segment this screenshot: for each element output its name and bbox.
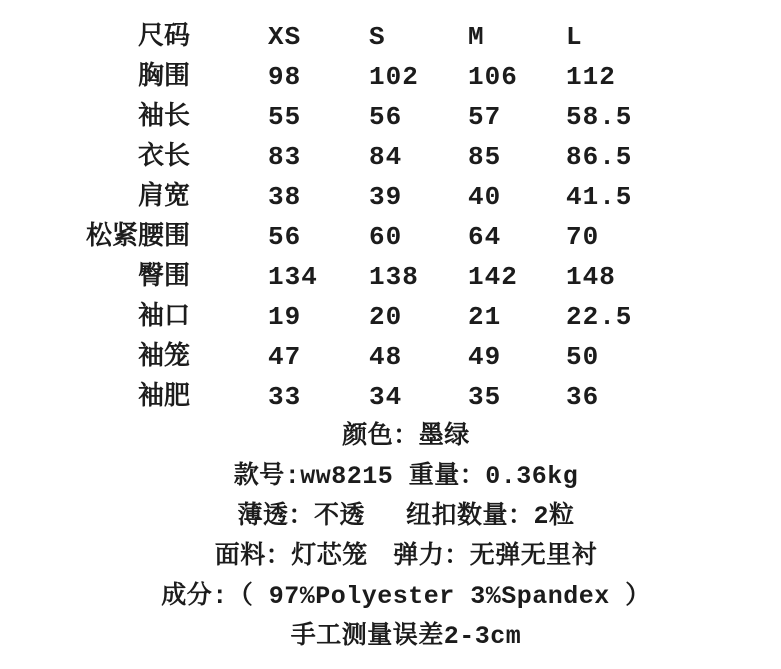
measurement-value: 41.5 <box>566 182 633 212</box>
opacity-buttons-line: 薄透：不透 纽扣数量：2粒 <box>237 502 575 531</box>
measurement-label: 胸围 <box>137 62 190 92</box>
composition-line: 成分:（ 97%Polyester 3%Spandex ） <box>161 582 651 611</box>
measurement-value: 85 <box>468 142 502 172</box>
size-col-header-l: L <box>566 22 583 52</box>
measurement-value: 40 <box>468 182 502 212</box>
measurement-label: 松紧腰围 <box>85 222 190 252</box>
measurement-label: 衣长 <box>137 142 190 172</box>
size-col-header-m: M <box>468 22 485 52</box>
measurement-label: 袖肥 <box>137 382 190 412</box>
measurement-value: 86.5 <box>566 142 633 172</box>
measurement-value: 142 <box>468 262 518 292</box>
measurement-label: 袖长 <box>137 102 190 132</box>
size-table-row-garment-length <box>0 137 781 177</box>
measurement-label: 臀围 <box>137 262 190 292</box>
measurement-value: 134 <box>268 262 318 292</box>
size-table-header-row <box>0 17 781 57</box>
measurement-value: 39 <box>369 182 403 212</box>
measurement-value: 33 <box>268 382 302 412</box>
size-col-header-s: S <box>369 22 386 52</box>
measurement-value: 58.5 <box>566 102 633 132</box>
measurement-value: 22.5 <box>566 302 633 332</box>
measurement-value: 34 <box>369 382 403 412</box>
measurement-value: 21 <box>468 302 502 332</box>
size-table-row-hip <box>0 257 781 297</box>
measurement-value: 20 <box>369 302 403 332</box>
measurement-value: 148 <box>566 262 616 292</box>
measurement-value: 47 <box>268 342 302 372</box>
size-table-row-sleeve-width <box>0 377 781 417</box>
product-info <box>0 417 781 657</box>
measurement-value: 19 <box>268 302 302 332</box>
measurement-value: 50 <box>566 342 600 372</box>
measurement-value: 56 <box>268 222 302 252</box>
fabric-elastic-line: 面料：灯芯笼 弹力：无弹无里衬 <box>214 542 598 571</box>
measurement-value: 57 <box>468 102 502 132</box>
measurement-value: 36 <box>566 382 600 412</box>
measurement-value: 38 <box>268 182 302 212</box>
measurement-value: 55 <box>268 102 302 132</box>
measurement-label: 袖笼 <box>137 342 190 372</box>
measurement-value: 64 <box>468 222 502 252</box>
size-table <box>0 17 781 417</box>
size-table-row-bust <box>0 57 781 97</box>
size-table-row-shoulder-width <box>0 177 781 217</box>
measurement-value: 35 <box>468 382 502 412</box>
measurement-value: 49 <box>468 342 502 372</box>
measurement-value: 84 <box>369 142 403 172</box>
size-table-header-label: 尺码 <box>137 22 190 52</box>
measurement-value: 112 <box>566 62 616 92</box>
measurement-value: 98 <box>268 62 302 92</box>
measurement-label: 肩宽 <box>137 182 190 212</box>
measurement-value: 106 <box>468 62 518 92</box>
size-table-row-sleeve-length <box>0 97 781 137</box>
measurement-value: 70 <box>566 222 600 252</box>
measurement-value: 60 <box>369 222 403 252</box>
color-line: 颜色：墨绿 <box>342 422 470 451</box>
measurement-label: 袖口 <box>137 302 190 332</box>
measurement-value: 83 <box>268 142 302 172</box>
size-table-row-armhole <box>0 337 781 377</box>
size-table-row-elastic-waist <box>0 217 781 257</box>
measurement-value: 138 <box>369 262 419 292</box>
size-table-row-cuff <box>0 297 781 337</box>
size-col-header-xs: XS <box>268 22 302 52</box>
tolerance-line: 手工测量误差2-3cm <box>290 622 522 651</box>
measurement-value: 48 <box>369 342 403 372</box>
style-weight-line: 款号:ww8215 重量：0.36kg <box>233 462 579 491</box>
measurement-value: 56 <box>369 102 403 132</box>
measurement-value: 102 <box>369 62 419 92</box>
